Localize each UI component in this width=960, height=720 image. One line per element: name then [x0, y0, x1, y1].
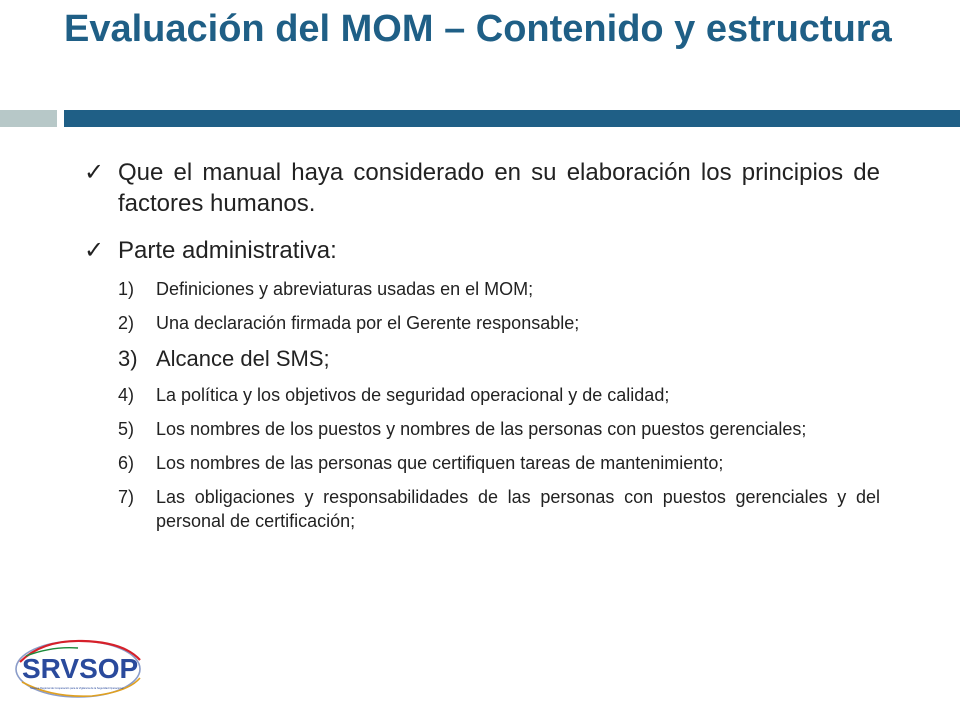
list-item-text: Definiciones y abreviaturas usadas en el MOM; — [156, 279, 534, 299]
logo-wordmark: SRVSOP — [22, 653, 139, 684]
numbered-list — [84, 277, 880, 533]
checkmark-icon: ✓ — [84, 159, 105, 186]
list-item — [84, 383, 880, 407]
list-item — [84, 345, 880, 373]
list-number: 4) — [118, 385, 135, 405]
list-item-text: Las obligaciones y responsabilidades de las personas con puestos gerenciales y del personal de certificación; — [156, 487, 880, 531]
list-item-text: Una declaración firmada por el Gerente responsable; — [156, 313, 580, 333]
bullet-administrative — [84, 235, 880, 266]
list-number: 7) — [118, 487, 135, 507]
list-number: 6) — [118, 453, 135, 473]
srvsop-logo — [12, 636, 146, 700]
srvsop-logo-graphic — [12, 636, 146, 700]
logo-tagline: Sistema Regional de Cooperación para la Vigilancia de la Seguridad Operacional — [30, 687, 124, 690]
list-number: 1) — [118, 279, 135, 299]
bullet-text: Parte administrativa: — [118, 237, 337, 264]
list-item — [84, 451, 880, 475]
bullet-text: Que el manual haya considerado en su elaboración los principios de factores humanos. — [118, 159, 880, 217]
slide-content — [84, 157, 880, 543]
list-item-text: Los nombres de los puestos y nombres de las personas con puestos gerenciales; — [156, 419, 807, 439]
list-item — [84, 311, 880, 335]
list-number: 5) — [118, 419, 135, 439]
checkmark-icon: ✓ — [84, 237, 105, 264]
list-item — [84, 485, 880, 533]
bullet-human-factors — [84, 157, 880, 219]
list-number: 3) — [118, 346, 138, 371]
title-accent-bar-blue — [64, 110, 960, 127]
list-item — [84, 417, 880, 441]
list-item-text: La política y los objetivos de seguridad operacional y de calidad; — [156, 385, 670, 405]
slide-title: Evaluación del MOM – Contenido y estructura — [64, 8, 892, 50]
title-accent-bar-gray — [0, 110, 57, 127]
list-item-text: Alcance del SMS; — [156, 346, 330, 371]
list-item — [84, 277, 880, 301]
list-number: 2) — [118, 313, 135, 333]
list-item-text: Los nombres de las personas que certifiquen tareas de mantenimiento; — [156, 453, 724, 473]
